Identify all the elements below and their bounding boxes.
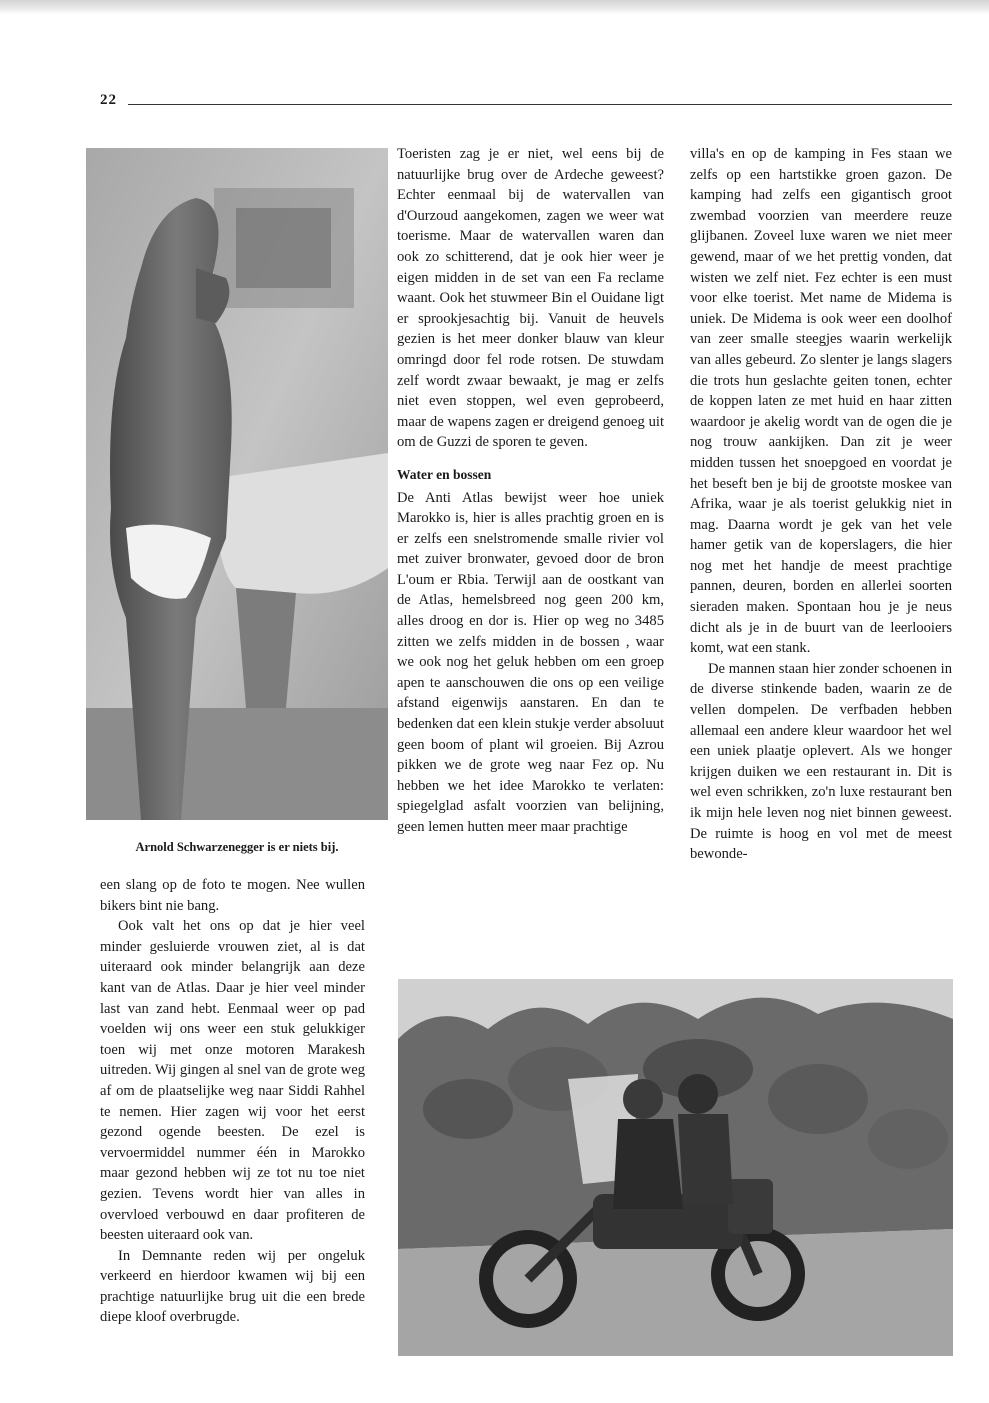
photo-motorcycle: [398, 979, 953, 1356]
paragraph: De Anti Atlas bewijst weer hoe uniek Marokko is, hier is alles prachtig groen en is er zelfs een snelstromende smalle rivier vol met zuiver bronwater, gevoed door de bron L'oum er Rbia. Terwijl aan de oostkant van de Atlas, hemelsbreed nog geen 200 km, alles droog en dor is. Hier op weg no 3485 zitten we zelfs midden in de bossen , waar we ook nog het geluk hebben om een groep apen te aanschouwen die ons op een veilige afstand eigenwijs aanstaren. En dan te bedenken dat een klein stukje verder absoluut geen boom of plant wil groeien. Bij Azrou pikken we de grote weg naar Fez op. Nu hebben we het idee Marokko te verlaten: spiegelglad asfalt voorzien van belijning, geen lemen hutten meer maar prachtige: [397, 489, 664, 835]
paragraph: een slang op de foto te mogen. Nee wullen bikers bint nie bang.: [100, 877, 365, 914]
column-left: [100, 875, 365, 1328]
paragraph: De mannen staan hier zonder schoenen in de diverse stinkende baden, waarin ze de vellen dompelen. De verfbaden hebben allemaal een andere kleur waardoor het wel een uniek plaatje oplevert. Als we honger krijgen duiken we een restaurant in. Dit is wel even schrikken, zo'n luxe restaurant ben ik mijn hele leven nog niet binnen geweest. De ruimte is hoog en vol met de meest bewonde-: [690, 660, 952, 863]
subheading: Water en bossen: [397, 466, 492, 482]
header-rule: [128, 104, 952, 105]
paragraph: In Demnante reden wij per ongeluk verkeerd en hierdoor kwamen wij bij een prachtige natuurlijke brug uit die een brede diepe kloof overbrugde.: [100, 1247, 365, 1326]
paragraph: Ook valt het ons op dat je hier veel minder gesluierde vrouwen ziet, al is dat uiteraard ook minder belangrijk aan deze kant van de Atlas. Daar je hier veel minder last van zand hebt. Eenmaal weer op pad voelden wij ons weer een stuk gelukkiger toen wij met onze motoren Marakesh uitreden. Wij gingen al snel van de grote weg af om de plaatselijke weg naar Siddi Rahhel te nemen. Hier zagen wij voor het eerst gezond ogende beesten. De ezel is vervoermiddel nummer één in Marokko maar gezond hebben wij ze tot nu toe niet gezien. Tevens wordt hier van alles in overvloed verbouwd en daar profiteren de beesten uiteraard ook van.: [100, 918, 365, 1244]
photo-man-shaving: [86, 148, 388, 820]
column-right: [690, 144, 952, 865]
paragraph: Toeristen zag je er niet, wel eens bij de natuurlijke brug over de Ardeche geweest? Echter eenmaal bij de watervallen van d'Ourzoud aangekomen, zagen we weer wat toerisme. Maar de watervallen waren dan ook zo schitterend, dat je ook hier weer je eigen midden in de set van een Fa reclame waant. Ook het stuwmeer Bin el Ouidane ligt er sprookjesachtig bij. Vanuit de heuvels gezien is het meer donker blauw van kleur omringd door fel rode rotsen. De stuwdam zelf wordt zwaar bewaakt, je mag er zelfs niet even stoppen, wel even geprobeerd, maar de wapens zagen er dreigend genoeg uit om de Guzzi de sporen te geven.: [397, 146, 664, 451]
photo-caption: Arnold Schwarzenegger is er niets bij.: [135, 840, 339, 854]
scan-edge: [0, 0, 989, 14]
page-number: 22: [100, 92, 117, 108]
paragraph: villa's en op de kamping in Fes staan we zelfs op een hartstikke groen gazon. De kamping had zelfs een gigantisch groot zwembad voorzien van meerdere reuze glijbanen. Zoveel luxe waren we niet meer gewend, maar of we het prettig vonden, dat wisten we zelf niet. Fez echter is een must voor elke toerist. Met name de Midema is uniek. De Midema is ook weer een doolhof van zeer smalle steegjes waarin werkelijk van alles gebeurd. Zo slenter je langs slagers die trots hun geslachte geiten tonen, echter de koppen laten ze met huid en haar zitten waardoor je akelig wordt van de ogen die je nog trouw aankijken. Dan zit je weer midden tussen het snoepgoed en voordat je het beseft ben je bij de grootste moskee van Afrika, waar je als toerist gelukkig niet in mag. Daarna wordt je gek van het vele hamer getik van de koperslagers, die hier nog met het handje de meest prachtige pannen, deuren, borden en allerlei soorten sieraden maken. Spontaan hou je je neus dicht als je in de buurt van de leerlooiers komt, wat een stank.: [690, 146, 952, 657]
column-middle: [397, 144, 664, 838]
